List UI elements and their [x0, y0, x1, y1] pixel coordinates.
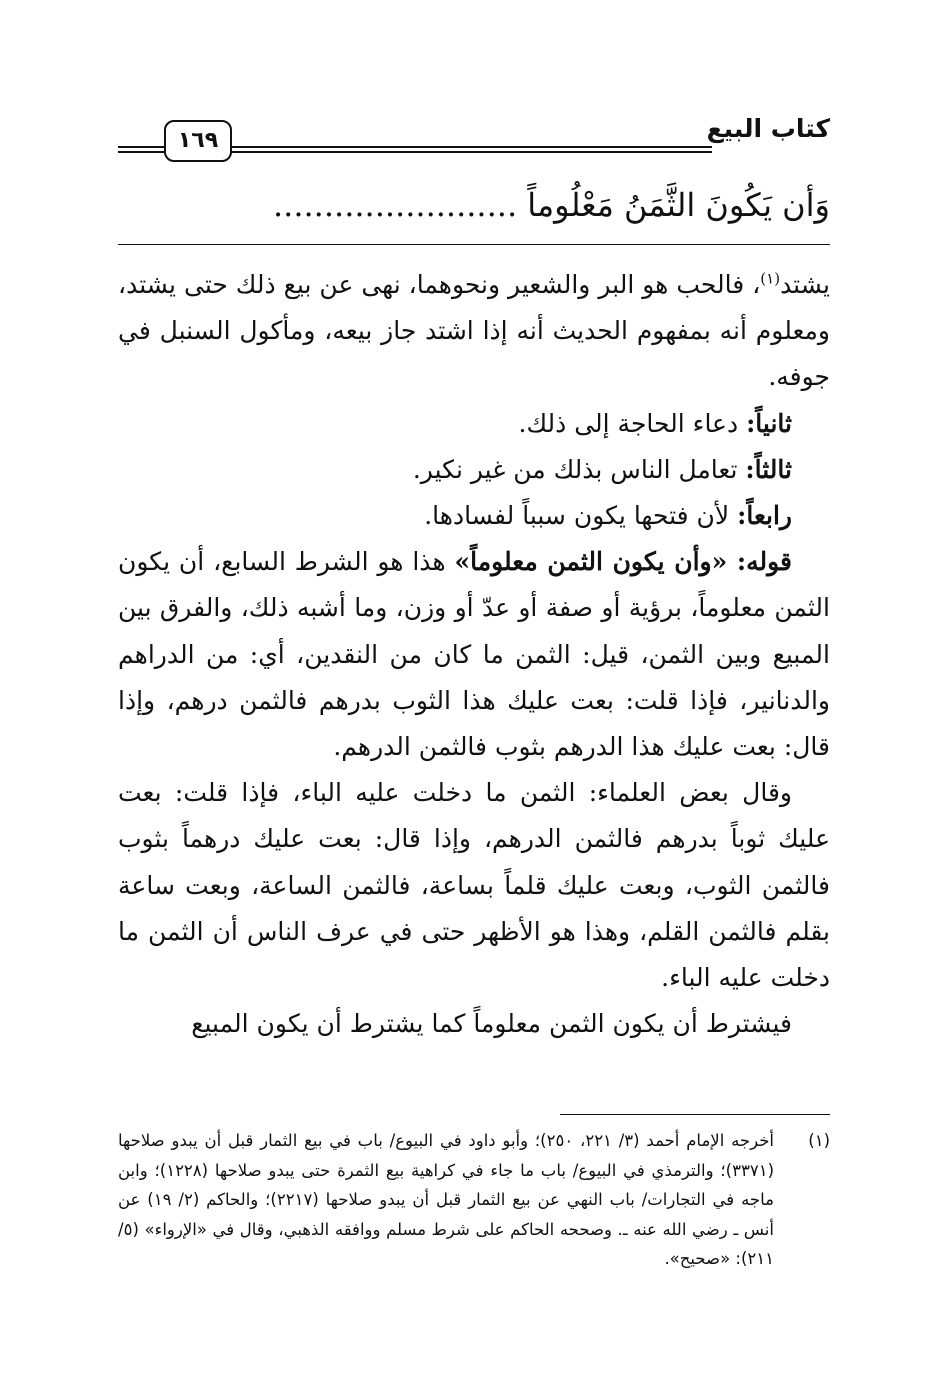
paragraph-5: [118, 539, 830, 770]
paragraph-5-quote: «وأن يكون الثمن معلوماً»: [454, 547, 737, 577]
matn-text: وَأن يَكُونَ الثَّمَنُ مَعْلُوماً: [527, 186, 830, 224]
footnote-reference: (١): [760, 269, 781, 288]
paragraph-4: [118, 493, 830, 539]
paragraph-1-lead: يشتد: [780, 270, 830, 299]
commentary-body: [118, 262, 830, 1047]
matn-line: [118, 180, 830, 236]
paragraph-3-text: تعامل الناس بذلك من غير نكير.: [412, 454, 746, 484]
footnote-text: أخرجه الإمام أحمد (٣/ ٢٢١، ٢٥٠)؛ وأبو داود في البيوع/ باب في بيع الثمار قبل أن يبدو صلاحها (٣٣٧١)؛ والترمذي في البيوع/ باب ما جاء في كراهية بيع الثمرة حتى يبدو صلاحها (١٢٢٨)؛ وابن ماجه في التجارات/ باب النهي عن بيع الثمار قبل أن يبدو صلاحها (٢٢١٧)؛ والحاكم (٢/ ١٩) عن أنس ـ رضي الله عنه ـ. وصححه الحاكم على شرط مسلم ووافقه الذهبي، وقال في «الإرواء» (٥/ ٢١١): «صحيح».: [118, 1131, 775, 1268]
paragraph-3: [118, 447, 830, 493]
paragraph-5-text: هذا هو الشرط السابع، أن يكون الثمن معلوماً، برؤية أو صفة أو عدّ أو وزن، وما أشبه ذلك، والفرق بين المبيع وبين الثمن، قيل: الثمن ما كان من النقدين، أي: من الدراهم والدنانير، فإذا قلت: بعت عليك هذا الثوب بدرهم فالثمن درهم، وإذا قال: بعت عليك هذا الدرهم بثوب فالثمن الدرهم.: [118, 547, 830, 762]
paragraph-4-label: رابعاً:: [737, 501, 792, 531]
paragraph-5-label: قوله:: [736, 547, 792, 577]
paragraph-1-text: ، فالحب هو البر والشعير ونحوهما، نهى عن بيع ذلك حتى يشتد، ومعلوم أنه بمفهوم الحديث أنه إذا اشتد جاز بيعه، ومأكول السنبل في جوفه.: [118, 270, 830, 392]
running-header: [118, 112, 830, 162]
paragraph-7: [118, 1001, 830, 1047]
footnote: [118, 1126, 830, 1274]
paragraph-3-label: ثالثاً:: [745, 454, 792, 484]
header-rule-left: [118, 146, 164, 153]
matn-separator: [118, 244, 830, 245]
matn-dots: ........................: [272, 186, 518, 224]
header-rule-right: [230, 146, 712, 153]
paragraph-4-text: لأن فتحها يكون سبباً لفسادها.: [424, 501, 738, 531]
paragraph-6-text: وقال بعض العلماء: الثمن ما دخلت عليه الباء، فإذا قلت: بعت عليك ثوباً بدرهم فالثمن الدرهم، وإذا قال: بعت عليك درهماً بثوب فالثمن الثوب، وبعت عليك قلماً بساعة، فالثمن الساعة، وبعت ساعة بقلم فالثمن القلم، وهذا هو الأظهر حتى في عرف الناس أن الثمن ما دخلت عليه الباء.: [118, 778, 830, 993]
page-number: ١٦٩: [164, 120, 232, 162]
paragraph-1: [118, 262, 830, 401]
book-title: كتاب البيع: [706, 114, 830, 143]
footnote-separator: [560, 1114, 830, 1115]
paragraph-2-text: دعاء الحاجة إلى ذلك.: [518, 408, 747, 438]
paragraph-6: [118, 770, 830, 1001]
paragraph-7-text: فيشترط أن يكون الثمن معلوماً كما يشترط أن يكون المبيع: [191, 1009, 792, 1039]
footnote-marker: (١): [808, 1131, 830, 1150]
paragraph-2: [118, 401, 830, 447]
paragraph-2-label: ثانياً:: [746, 408, 792, 438]
